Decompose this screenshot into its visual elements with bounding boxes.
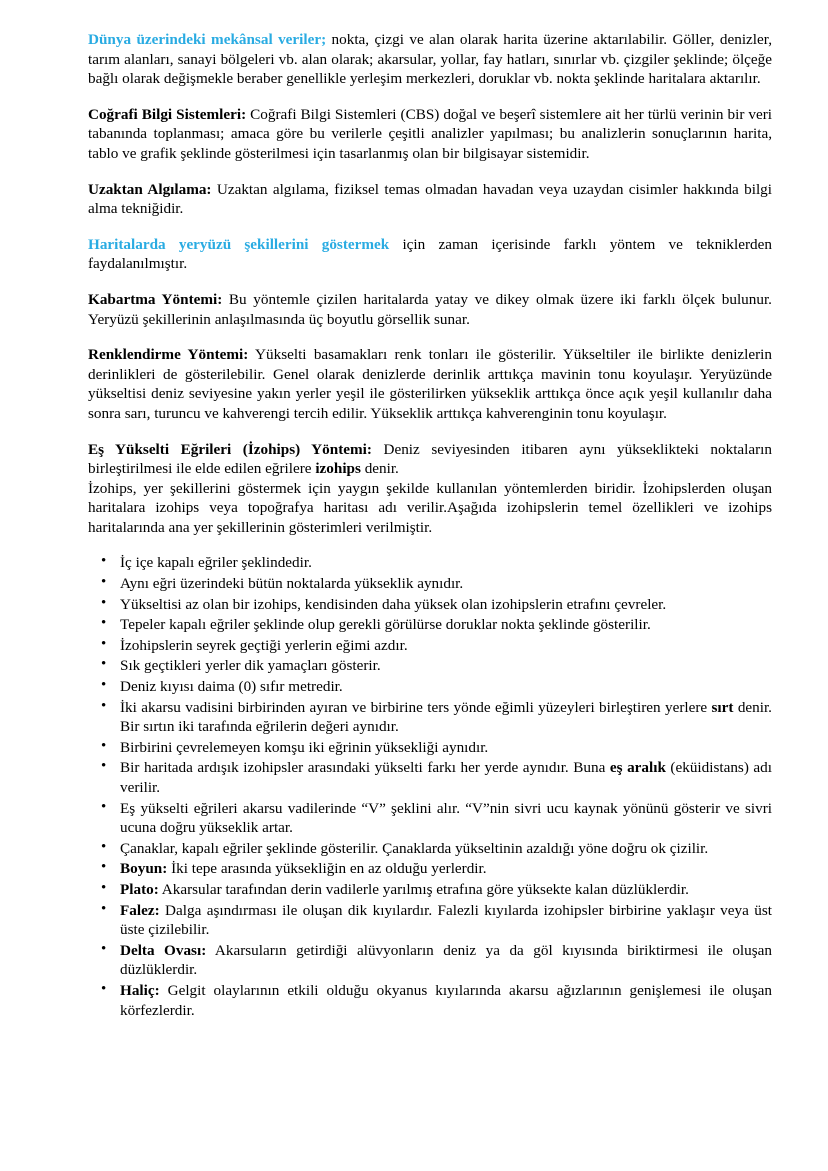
accent-lead-haritalarda-yeryuzu: Haritalarda yeryüzü şekillerini göstermek	[88, 235, 390, 253]
list-item	[88, 859, 772, 879]
list-item	[88, 738, 772, 758]
list-item-text: Eş yükselti eğrileri akarsu vadilerinde “V” şeklini alır. “V”nin sivri ucu kaynak yönünü gösterir ve sivri ucuna doğru yükseklik artar.	[120, 799, 772, 837]
list-item-text: Gelgit olaylarının etkili olduğu okyanus kıyılarında akarsu ağızlarının genişlemesi ile oluşan körfezlerdir.	[120, 981, 772, 1019]
paragraph-mekansal-veriler	[88, 30, 772, 89]
bold-inline-izohips: izohips	[315, 460, 361, 478]
list-item	[88, 901, 772, 940]
list-item	[88, 698, 772, 737]
list-item	[88, 758, 772, 797]
list-item	[88, 799, 772, 838]
izohips-feature-list	[88, 553, 772, 1020]
list-item-text: İki tepe arasında yüksekliğin en az olduğu yerlerdir.	[167, 860, 487, 878]
list-item-bold-lead: Boyun:	[120, 860, 168, 878]
list-item	[88, 574, 772, 594]
list-item	[88, 677, 772, 697]
paragraph-kabartma-yontemi	[88, 290, 772, 329]
list-item	[88, 636, 772, 656]
paragraph-izohips-definition	[88, 440, 772, 479]
list-item-text: Birbirini çevrelemeyen komşu iki eğrinin yüksekliği aynıdır.	[120, 738, 489, 756]
document-body	[88, 30, 772, 1020]
izohips-text-part2: denir.	[360, 460, 399, 478]
list-item-text: Aynı eğri üzerindeki bütün noktalarda yükseklik aynıdır.	[120, 575, 464, 593]
accent-lead-mekansal-veriler: Dünya üzerindeki mekânsal veriler;	[88, 31, 327, 48]
list-item-bold-lead: Delta Ovası:	[120, 941, 207, 959]
list-item-text: Sık geçtikleri yerler dik yamaçları gösterir.	[120, 657, 381, 675]
paragraph-text-mekansal-veriler: nokta, çizgi ve alan olarak harita üzerine aktarılabilir. Göller, denizler, tarım alanları, sanayi bölgeleri vb. alan olarak; akarsular, yollar, fay hatları, sınırlar vb. çizgiler şeklinde; ölçeğe bağlı olarak değişmekle beraber genellikle yerleşim merkezleri, doruklar vb. nokta şeklinde haritalara aktarılır.	[88, 31, 772, 88]
paragraph-renklendirme-yontemi	[88, 345, 772, 423]
list-item-text: Akarsular tarafından derin vadilerle yarılmış etrafına göre yüksekte kalan düzlüklerdir.	[158, 880, 689, 898]
paragraph-text-cografi-bilgi-sistemleri: Coğrafi Bilgi Sistemleri (CBS) doğal ve beşerî sistemlere ait her türlü verinin bir veri tabanında toplanması; amaca göre bu verilerle çeşitli analizler yapılması; bu analizlerin sonuçlarının harita, tablo ve grafik şeklinde gösterilmesi için tasarlanmış olan bir bilgisayar sistemidir.	[88, 105, 772, 162]
list-item-suffix: (eküidistans) adı verilir.	[120, 759, 772, 796]
list-item-bold-term: eş aralık	[609, 759, 666, 777]
list-item-text: Çanaklar, kapalı eğriler şeklinde gösterilir. Çanaklarda yükseltinin azaldığı yöne doğru ok çizilir.	[120, 839, 709, 857]
bold-lead-renklendirme-yontemi: Renklendirme Yöntemi:	[88, 346, 249, 364]
list-item-text: Tepeler kapalı eğriler şeklinde olup gerekli görülürse doruklar nokta şeklinde gösterilir.	[120, 616, 651, 634]
bold-lead-kabartma-yontemi: Kabartma Yöntemi:	[88, 290, 223, 308]
paragraph-haritalarda-yeryuzu	[88, 235, 772, 274]
list-item-bold-lead: Plato:	[120, 880, 159, 898]
list-item-text: Yükseltisi az olan bir izohips, kendisinden daha yüksek olan izohipslerin etrafını çevreler.	[120, 595, 667, 613]
list-item-bold-term: sırt	[711, 698, 734, 716]
bold-lead-izohips-yontemi: Eş Yükselti Eğrileri (İzohips) Yöntemi:	[88, 440, 372, 458]
list-item-text: Dalga aşındırması ile oluşan dik kıyılardır. Falezli kıyılarda izohipsler birbirine yaklaşır veya üst üste çizilebilir.	[120, 901, 772, 939]
paragraph-text-renklendirme-yontemi: Yükselti basamakları renk tonları ile gösterilir. Yükseltiler ile birlikte denizlerin derinlikleri de gösterilebilir. Genel olarak denizlerde derinlik arttıkça mavinin tonu koyulaşır. Yeryüzünde yükseltisi deniz seviyesine yakın yerler yeşil ile gösterilirken yükseklik arttıkça önce açık yeşil kullanılır daha sonra sarı, turuncu ve kahverengi tercih edilir. Yükseklik arttıkça kahverenginin tonu koyulaşır.	[88, 346, 772, 422]
list-item	[88, 656, 772, 676]
paragraph-text-uzaktan-algilama: Uzaktan algılama, fiziksel temas olmadan havadan veya uzaydan cisimler hakkında bilgi alma tekniğidir.	[88, 180, 772, 218]
list-item-text: İzohipslerin seyrek geçtiği yerlerin eğimi azdır.	[120, 636, 408, 654]
list-item-text: Deniz kıyısı daima (0) sıfır metredir.	[120, 678, 343, 696]
list-item-bold-lead: Haliç:	[120, 981, 160, 999]
list-item-text: İç içe kapalı eğriler şeklindedir.	[120, 554, 312, 572]
paragraph-izohips-description: İzohips, yer şekillerini göstermek için yaygın şekilde kullanılan yöntemlerden biridir. İzohipslerden oluşan haritalara izohips veya topoğrafya haritası adı verilir.Aşağıda izohipslerin temel özellikleri ve izohips haritalarında ana yer şekillerinin gösterimleri verilmiştir.	[88, 479, 772, 536]
paragraph-text-haritalarda-yeryuzu: için zaman içerisinde farklı yöntem ve tekniklerden faydalanılmıştır.	[88, 235, 772, 273]
list-item-prefix: Bir haritada ardışık izohipsler arasındaki yükselti farkı her yerde aynıdır. Buna	[120, 759, 610, 777]
paragraph-text-kabartma-yontemi: Bu yöntemle çizilen haritalarda yatay ve dikey olmak üzere iki farklı ölçek bulunur. Yeryüzü şekillerinin anlaşılmasında üç boyutlu görsellik sunar.	[88, 290, 772, 328]
list-item	[88, 615, 772, 635]
list-item	[88, 595, 772, 615]
paragraph-cografi-bilgi-sistemleri	[88, 105, 772, 164]
list-item	[88, 981, 772, 1020]
paragraph-uzaktan-algilama	[88, 180, 772, 219]
list-item-prefix: İki akarsu vadisini birbirinden ayıran ve birbirine ters yönde eğimli yüzeyleri birleştiren yerlere	[120, 698, 712, 716]
list-item	[88, 553, 772, 573]
izohips-text-part1: Deniz seviyesinden itibaren aynı yükseklikteki noktaların birleştirilmesi ile elde edilen eğrilere	[88, 440, 772, 478]
list-item	[88, 941, 772, 980]
list-item	[88, 880, 772, 900]
list-item-bold-lead: Falez:	[120, 901, 160, 919]
bold-lead-cografi-bilgi-sistemleri: Coğrafi Bilgi Sistemleri:	[88, 105, 247, 123]
list-item-suffix: denir. Bir sırtın iki tarafında eğrilerin değeri aynıdır.	[120, 698, 772, 736]
list-item	[88, 839, 772, 859]
bold-lead-uzaktan-algilama: Uzaktan Algılama:	[88, 180, 212, 198]
list-item-text: Akarsuların getirdiği alüvyonların deniz ya da göl kıyısında biriktirmesi ile oluşan düzlüklerdir.	[120, 941, 772, 979]
